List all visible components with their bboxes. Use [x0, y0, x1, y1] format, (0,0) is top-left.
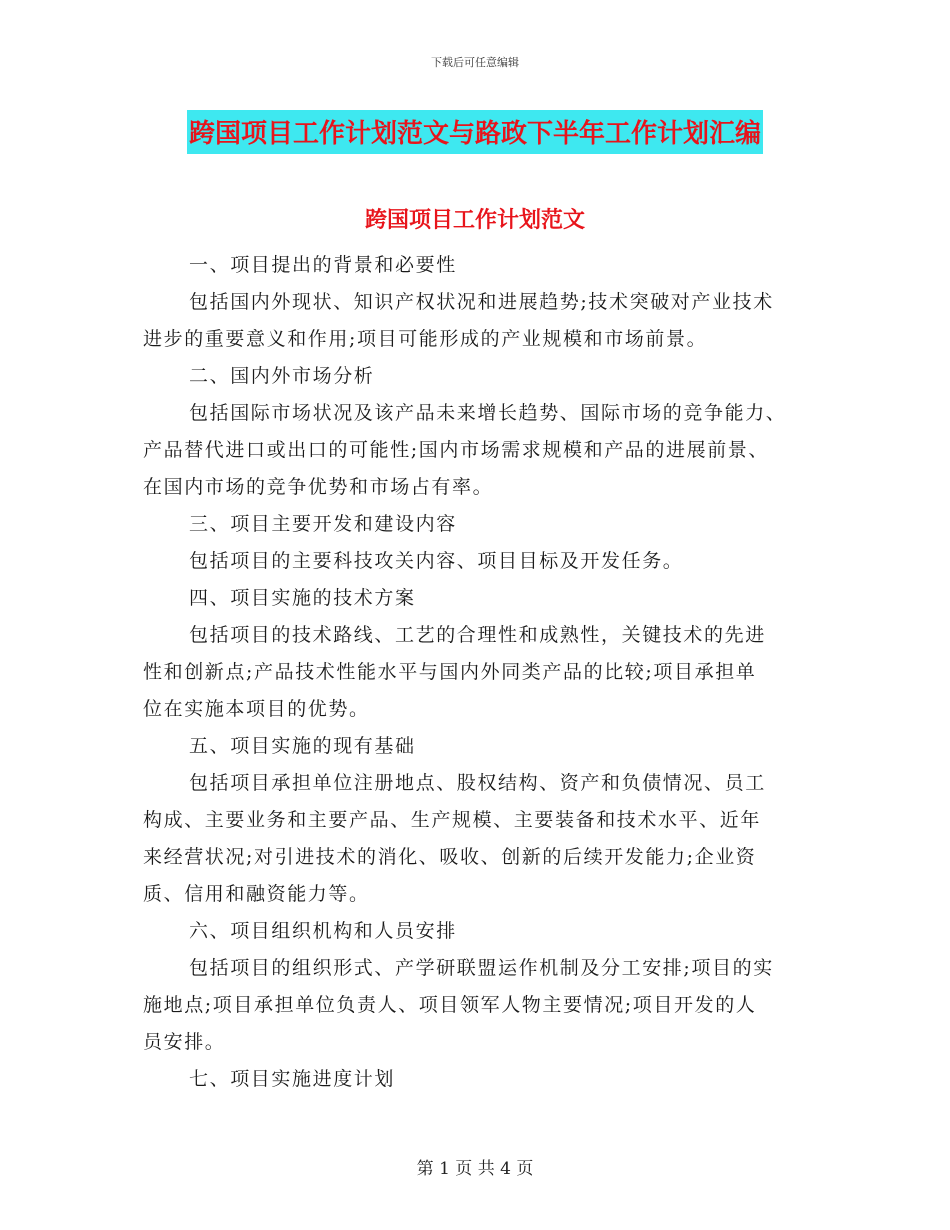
paragraph-line: 包括国际市场状况及该产品未来增长趋势、国际市场的竞争能力、 [189, 402, 787, 424]
paragraph-line: 包括项目的技术路线、工艺的合理性和成熟性，关键技术的先进 [189, 624, 766, 646]
heading-2: 二、国内外市场分析 [189, 365, 375, 387]
heading-1: 一、项目提出的背景和必要性 [189, 254, 457, 276]
document-body [143, 247, 811, 1098]
paragraph-line: 包括项目的主要科技攻关内容、项目目标及开发任务。 [189, 550, 684, 572]
paragraph-line: 施地点;项目承担单位负责人、项目领军人物主要情况;项目开发的人 [143, 994, 757, 1016]
paragraph-line: 进步的重要意义和作用;项目可能形成的产业规模和市场前景。 [143, 328, 708, 350]
paragraph-line: 包括国内外现状、知识产权状况和进展趋势;技术突破对产业技术 [189, 291, 774, 313]
paragraph-line: 构成、主要业务和主要产品、生产规模、主要装备和技术水平、近年 [143, 809, 762, 831]
paragraph-line: 位在实施本项目的优势。 [143, 698, 370, 720]
paragraph-line: 包括项目承担单位注册地点、股权结构、资产和负债情况、员工 [189, 772, 766, 794]
main-title [0, 110, 950, 154]
heading-7: 七、项目实施进度计划 [189, 1068, 396, 1090]
paragraph-line: 包括项目的组织形式、产学研联盟运作机制及分工安排;项目的实 [189, 957, 774, 979]
section-title: 跨国项目工作计划范文 [364, 208, 585, 233]
heading-5: 五、项目实施的现有基础 [189, 735, 416, 757]
paragraph-line: 性和创新点;产品技术性能水平与国内外同类产品的比较;项目承担单 [143, 661, 757, 683]
heading-6: 六、项目组织机构和人员安排 [189, 920, 457, 942]
main-title-text: 跨国项目工作计划范文与路政下半年工作计划汇编 [187, 110, 763, 154]
paragraph-line: 员安排。 [143, 1031, 226, 1053]
paragraph-line: 质、信用和融资能力等。 [143, 883, 370, 905]
heading-4: 四、项目实施的技术方案 [189, 587, 416, 609]
heading-3: 三、项目主要开发和建设内容 [189, 513, 457, 535]
page-header-note: 下载后可任意编辑 [431, 56, 519, 69]
page-number-footer: 第 1 页 共 4 页 [416, 1159, 534, 1179]
paragraph-line: 产品替代进口或出口的可能性;国内市场需求规模和产品的进展前景、 [143, 439, 770, 461]
paragraph-line: 在国内市场的竞争优势和市场占有率。 [143, 476, 494, 498]
paragraph-line: 来经营状况;对引进技术的消化、吸收、创新的后续开发能力;企业资 [143, 846, 757, 868]
